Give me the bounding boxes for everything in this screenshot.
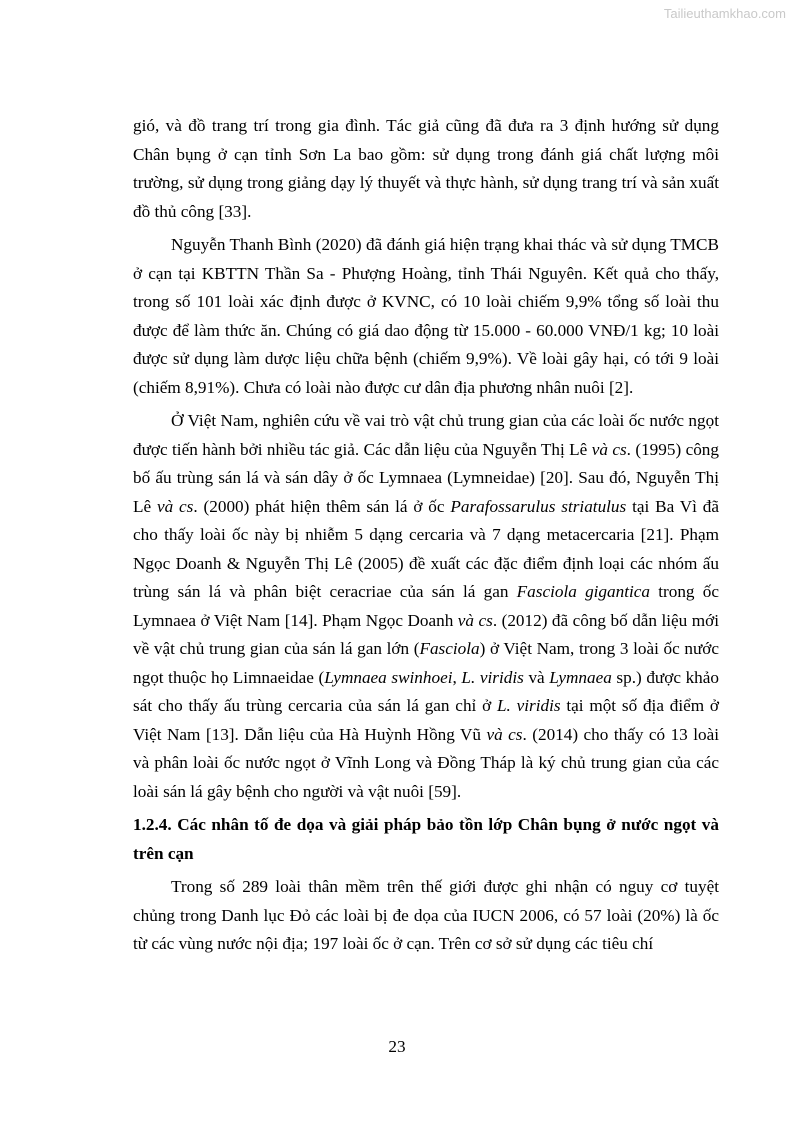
text-run: tại Ba Vì đã cho thấy loài ốc này bị nhiễm 5 dạng cercaria và 7 dạng metacercaria [21]. Phạm Ngọc Doanh & Nguyễn Thị Lê (2005) đề xuất các đặc điểm định loại các nhóm ấu trùng sán lá và phân biệt ceracriae của sán lá gan (133, 496, 719, 601)
italic-run: Fasciola (419, 639, 480, 658)
italic-run: Lymnaea (549, 667, 612, 687)
text-run: sp.) được khảo sát cho thấy ấu trùng cercaria của sán lá gan chỉ ở (133, 667, 719, 715)
text-run: gió, và đồ trang trí trong gia đình. Tác giả cũng đã đưa ra 3 định hướng sử dụng Chân bụng ở cạn tỉnh Sơn La bao gồm: sử dụng trong đánh giá chất lượng môi trường, sử dụng trong giảng dạy lý thuyết và thực hành, sử dụng trang trí và sản xuất đồ thủ công [33]. (133, 116, 719, 221)
text-run: và (523, 667, 550, 687)
text-run: tại một số địa điểm ở Việt Nam [13]. Dẫn liệu của Hà Huỳnh Hồng Vũ (133, 696, 720, 744)
italic-run: và cs (591, 439, 627, 459)
text-run: . (2012) đã công bố dẫn liệu mới về vật chủ trung gian của sán lá gan lớn ( (133, 610, 719, 658)
paragraph (133, 112, 719, 226)
text-run: . (1995) công bố ấu trùng sán lá và sán dây ở ốc Lymnaea (Lymneidae) [20]. Sau đó, Nguyễn Thị Lê (133, 439, 719, 516)
paragraph-last: Trong số 289 loài thân mềm trên thế giới được ghi nhận có nguy cơ tuyệt chủng trong Danh lục Đỏ các loài bị đe dọa của IUCN 2006, có 57 loài (20%) là ốc từ các vùng nước nội địa; 197 loài ốc ở cạn. Trên cơ sở sử dụng các tiêu chí (133, 877, 719, 953)
text-run: . (2000) phát hiện thêm sán lá ở ốc (193, 496, 451, 516)
italic-run: L. viridis (461, 667, 524, 687)
paragraph (133, 407, 719, 806)
document-body (133, 112, 719, 964)
text-run: Ở Việt Nam, nghiên cứu về vai trò vật chủ trung gian của các loài ốc nước ngọt được tiến hành bởi nhiều tác giả. Các dẫn liệu của Nguyễn Thị Lê (133, 411, 719, 459)
italic-run: và cs (156, 496, 194, 516)
text-run: Nguyễn Thanh Bình (2020) đã đánh giá hiện trạng khai thác và sử dụng TMCB ở cạn tại KBTTN Thần Sa - Phượng Hoàng, tỉnh Thái Nguyên. Kết quả cho thấy, trong số 101 loài xác định được ở KVNC, có 10 loài chiếm 9,9% tổng số loài thu được để làm thức ăn. Chúng có giá dao động từ 15.000 - 60.000 VNĐ/1 kg; 10 loài được sử dụng làm dược liệu chữa bệnh (chiếm 9,9%). Về loài gây hại, có tới 9 loài (chiếm 8,91%). Chưa có loài nào được cư dân địa phương nhân nuôi [2]. (133, 235, 719, 397)
paragraph-list (133, 112, 719, 806)
italic-run: Fasciola gigantica (516, 582, 650, 601)
text-run: trong ốc Lymnaea ở Việt Nam [14]. Phạm Ngọc Doanh (133, 582, 719, 630)
italic-run: L. viridis (497, 696, 561, 715)
watermark-text: Tailieuthamkhao.com (663, 6, 786, 21)
italic-run: Parafossarulus striatulus (450, 496, 627, 516)
text-run: , (452, 667, 462, 687)
text-run: . (2014) cho thấy có 13 loài và phân loài ốc nước ngọt ở Vĩnh Long và Đồng Tháp là ký chủ trung gian của các loài sán lá gây bệnh cho người và vật nuôi [59]. (133, 724, 719, 801)
text-run: ) ở Việt Nam, trong 3 loài ốc nước ngọt thuộc họ Limnaeidae ( (133, 639, 719, 687)
italic-run: Lymnaea swinhoei (324, 667, 453, 687)
paragraph (133, 231, 719, 402)
section-heading: 1.2.4. Các nhân tố đe dọa và giải pháp bảo tồn lớp Chân bụng ở nước ngọt và trên cạn (133, 815, 719, 863)
page-number: 23 (388, 1037, 406, 1056)
italic-run: và cs (486, 724, 523, 744)
italic-run: và cs (457, 610, 493, 630)
